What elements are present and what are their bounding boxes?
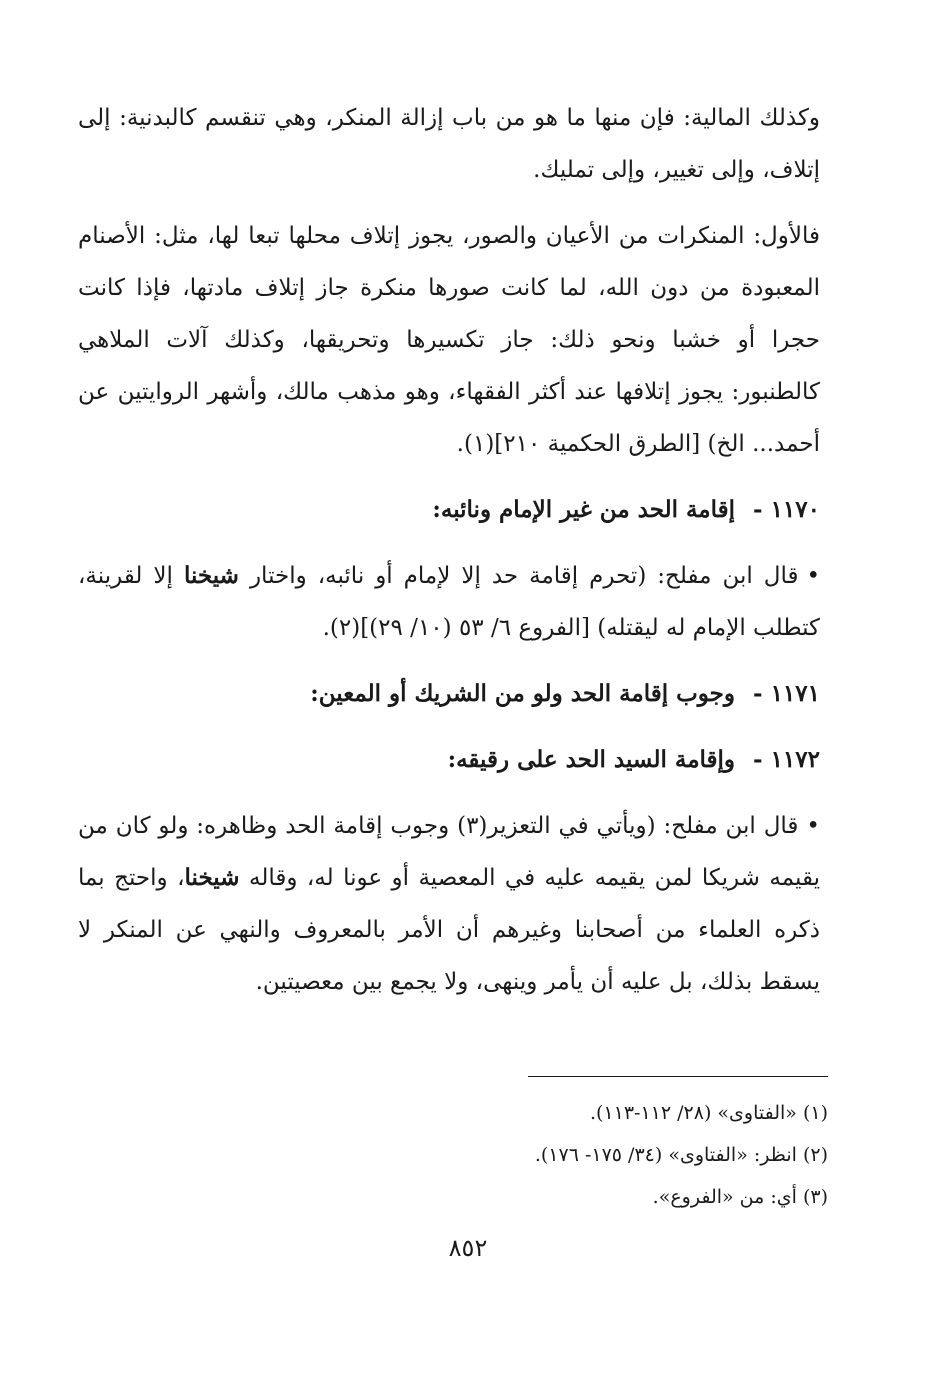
heading-1170 bbox=[78, 484, 820, 536]
paragraph-ibn-muflih-2 bbox=[78, 800, 820, 1008]
paragraph-awwal: فالأول: المنكرات من الأعيان والصور، يجوز إتلاف محلها تبعا لها، مثل: الأصنام المعبودة من دون الله، لما كانت صورها منكرة جاز إتلاف مادتها، فإذا كانت حجرا أو خشبا ونحو ذلك: جاز تكسيرها وتحريقها، وكذلك آلات الملاهي كالطنبور: يجوز إتلافها عند أكثر الفقهاء، وهو مذهب مالك، وأشهر الروايتين عن أحمد... الخ) [الطرق الحكمية ٢١٠](١). bbox=[78, 223, 820, 457]
paragraph-ibn-muflih-2-part-b: ، واحتج بما ذكره العلماء من أصحابنا وغيرهم أن الأمر بالمعروف والنهي عن المنكر لا يسقط بذلك، بل عليه أن يأمر وينهى، ولا يجمع بين معصيتين. bbox=[78, 865, 820, 995]
paragraph-ibn-muflih-1-part-a: قال ابن مفلح: (تحرم إقامة حد إلا لإمام أو نائبه، واختار bbox=[249, 563, 799, 589]
paragraph-ibn-muflih-2-part-a: قال ابن مفلح: (ويأتي في التعزير(٣) وجوب إقامة الحد وظاهره: ولو كان من يقيمه شريكا لمن يقيمه عليه في المعصية أو عونا له، وقاله bbox=[78, 813, 820, 891]
page-body bbox=[78, 92, 820, 1022]
paragraph-maliya: وكذلك المالية: فإن منها ما هو من باب إزالة المنكر، وهي تنقسم كالبدنية: إلى إتلاف، وإلى تغيير، وإلى تمليك. bbox=[78, 105, 820, 183]
bullet-icon: • bbox=[806, 813, 820, 839]
heading-1171 bbox=[78, 668, 820, 720]
footnote-1: (١) «الفتاوى» (٢٨/ ١١٢-١١٣). bbox=[589, 1102, 828, 1124]
heading-1171-number: ١١٧١ - bbox=[753, 680, 820, 707]
heading-1171-title: وجوب إقامة الحد ولو من الشريك أو المعين: bbox=[310, 680, 736, 707]
footnote-divider bbox=[528, 1076, 828, 1077]
heading-1170-title: إقامة الحد من غير الإمام ونائبه: bbox=[432, 496, 736, 523]
shaykhuna-bold: شيخنا bbox=[184, 864, 240, 891]
paragraph-ibn-muflih-1-part-b: إلا لقرينة، كتطلب الإمام له ليقتله) [الفروع ٦/ ٥٣ (١٠/ ٢٩)](٢). bbox=[78, 563, 820, 641]
footnote-3: (٣) أي: من «الفروع». bbox=[652, 1186, 828, 1208]
paragraph-ibn-muflih-1 bbox=[78, 550, 820, 654]
heading-1170-number: ١١٧٠ - bbox=[753, 496, 820, 523]
heading-1172 bbox=[78, 734, 820, 786]
heading-1172-title: وإقامة السيد الحد على رقيقه: bbox=[447, 746, 736, 773]
page-number: ٨٥٢ bbox=[448, 1234, 488, 1262]
heading-1172-number: ١١٧٢ - bbox=[753, 746, 820, 773]
bullet-icon: • bbox=[806, 563, 821, 589]
shaykhuna-bold: شيخنا bbox=[183, 562, 239, 589]
footnote-2: (٢) انظر: «الفتاوى» (٣٤/ ١٧٥- ١٧٦). bbox=[534, 1144, 828, 1166]
footnotes bbox=[108, 1092, 828, 1218]
